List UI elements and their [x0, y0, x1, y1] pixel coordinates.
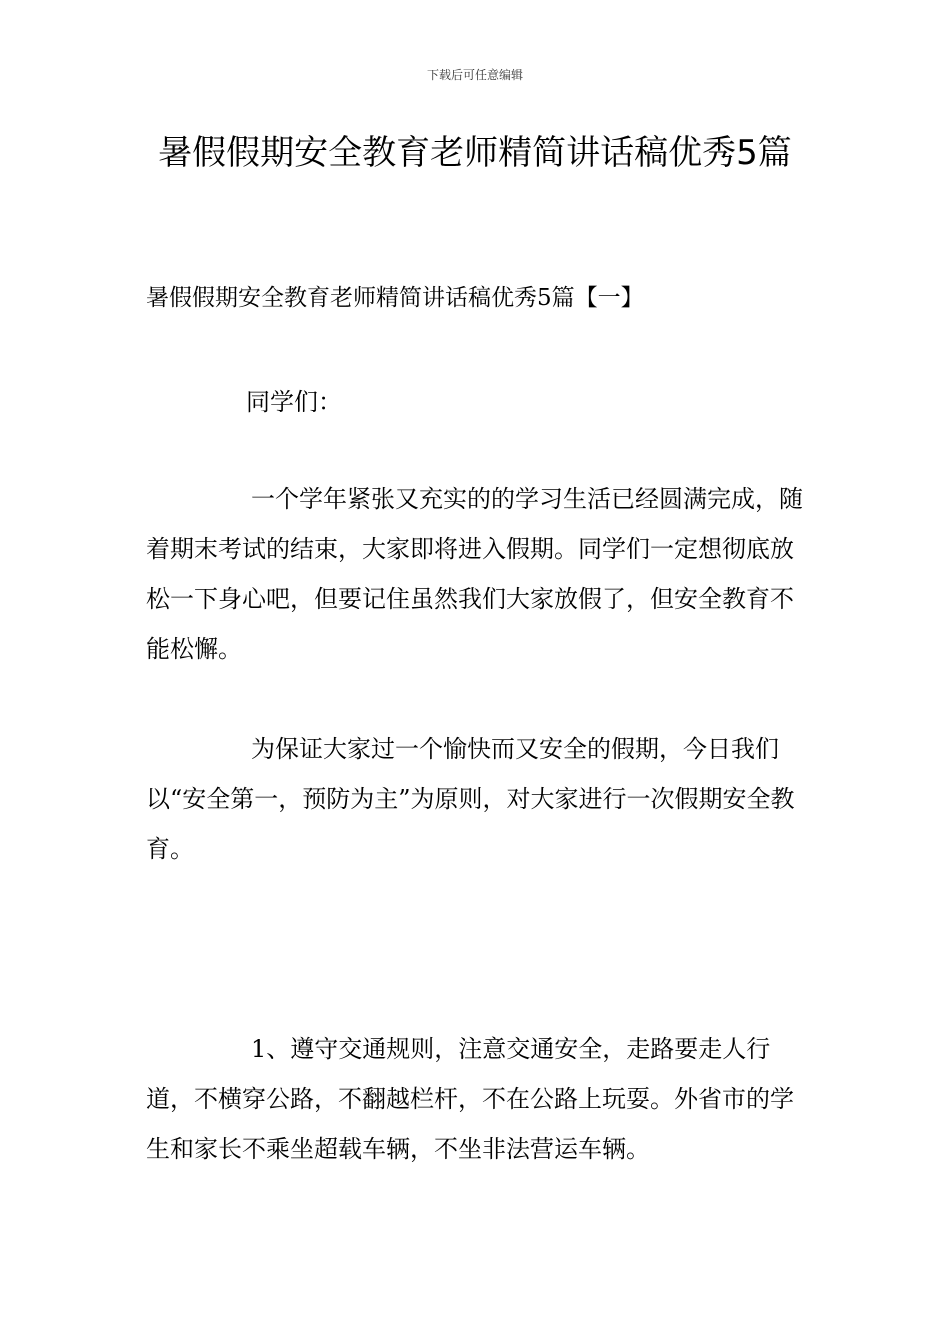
paragraph-3: 1、遵守交通规则，注意交通安全，走路要走人行道，不横穿公路，不翻越栏杆，不在公路上玩耍。外省市的学生和家长不乘坐超载车辆，不坐非法营运车辆。: [146, 1035, 794, 1163]
greeting: 同学们：: [246, 388, 342, 416]
paragraph-1: 一个学年紧张又充实的的学习生活已经圆满完成，随着期末考试的结束，大家即将进入假期。同学们一定想彻底放松一下身心吧，但要记住虽然我们大家放假了，但安全教育不能松懈。: [146, 485, 803, 663]
section-heading: 暑假假期安全教育老师精简讲话稿优秀5篇【一】: [146, 285, 644, 311]
paragraph-2: 为保证大家过一个愉快而又安全的假期，今日我们以“安全第一，预防为主”为原则，对大家进行一次假期安全教育。: [146, 735, 795, 863]
document-title: 暑假假期安全教育老师精简讲话稿优秀5篇: [158, 133, 792, 173]
page-header-note: 下载后可任意编辑: [426, 68, 523, 82]
